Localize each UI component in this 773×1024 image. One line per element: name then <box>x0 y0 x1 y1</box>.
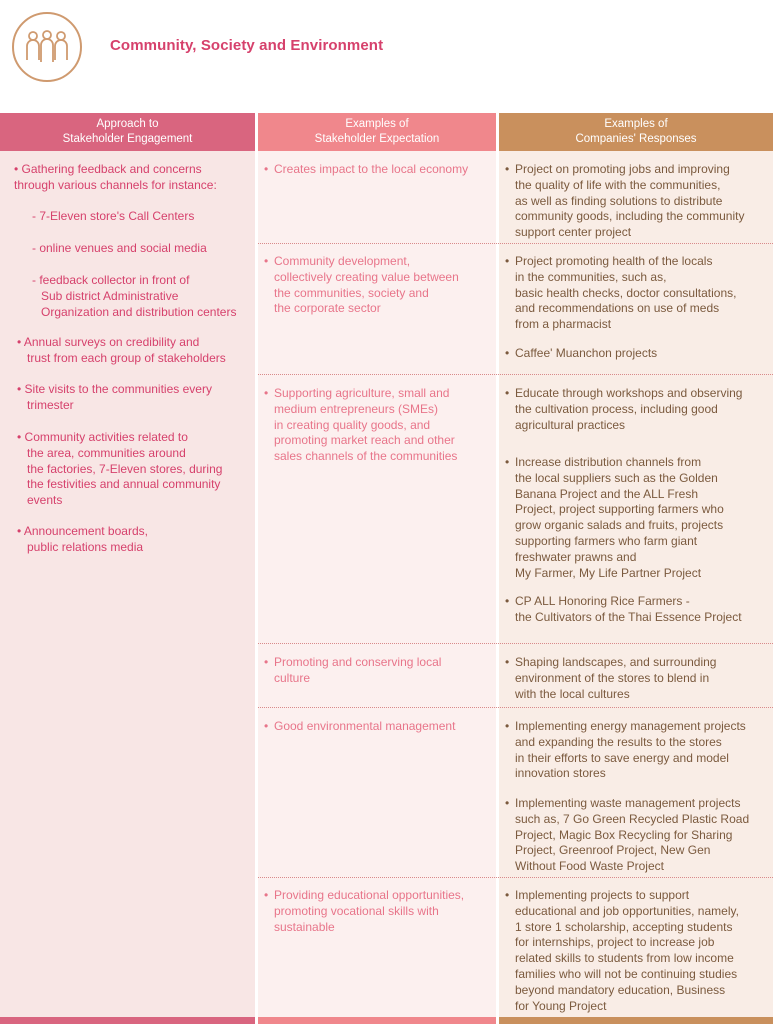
header-responses <box>499 113 773 151</box>
text-line: and expanding the results to the stores <box>515 734 722 749</box>
text-line: grow organic salads and fruits, projects <box>515 518 724 533</box>
response-education-projects <box>499 888 773 1014</box>
text-line: promoting market reach and other <box>274 433 455 448</box>
bullet: • <box>505 796 510 810</box>
bullet: • <box>505 455 510 469</box>
page-title: Community, Society and Environment <box>110 37 384 54</box>
bullet: • <box>505 888 510 902</box>
bullet: • <box>17 430 25 444</box>
text-line: the local suppliers such as the Golden <box>515 470 718 485</box>
approach-visits <box>17 382 212 414</box>
bullet: • <box>264 719 269 733</box>
text-line: such as, 7 Go Green Recycled Plastic Road <box>515 811 750 826</box>
header-line: Examples of <box>345 118 409 130</box>
text-line: Implementing projects to support <box>515 888 690 902</box>
text-line: CP ALL Honoring Rice Farmers - <box>515 594 690 608</box>
text-line: Promoting and conserving local <box>274 655 442 669</box>
text-line: Community development, <box>274 254 411 268</box>
text-line: the area, communities around <box>27 445 186 460</box>
row-divider <box>258 243 773 244</box>
text-line: families who will not be continuing studies <box>515 966 738 981</box>
response-rice-farmers <box>499 594 773 626</box>
text-line: related skills to students from low income <box>515 951 734 966</box>
response-landscapes <box>499 655 773 702</box>
bullet: • <box>505 594 510 608</box>
text-line: public relations media <box>27 539 144 554</box>
bullet: • <box>14 162 22 176</box>
row-divider <box>258 643 773 644</box>
text-line: community goods, including the community <box>515 209 745 224</box>
text-line <box>14 162 217 178</box>
text-line: support center project <box>515 225 632 240</box>
text-line: Without Food Waste Project <box>515 859 664 874</box>
text-line: events <box>27 493 63 508</box>
approach-surveys <box>17 335 226 367</box>
expectation-education <box>258 888 496 935</box>
logo-circle <box>12 12 82 82</box>
expectation-agriculture-smes <box>258 386 496 465</box>
bullet: • <box>505 386 510 400</box>
text-line: Implementing energy management projects <box>515 719 746 733</box>
text-line: from a pharmacist <box>515 317 612 332</box>
approach-sub-feedback-collector <box>32 273 236 320</box>
bullet: • <box>17 524 24 538</box>
text-line: and recommendations on use of meds <box>515 301 720 316</box>
response-health-project <box>499 254 773 333</box>
text-line: in the communities, such as, <box>515 269 667 284</box>
text-line: Site visits to the communities every <box>24 382 212 396</box>
text-line: My Farmer, My Life Partner Project <box>515 565 702 580</box>
bullet: • <box>264 655 269 669</box>
row-divider <box>258 707 773 708</box>
text-line: Increase distribution channels from <box>515 455 702 469</box>
text-line: with the local cultures <box>515 686 630 701</box>
text-line: supporting farmers who farm giant <box>515 533 698 548</box>
header-line: Stakeholder Expectation <box>314 133 440 145</box>
approach-boards <box>17 524 148 556</box>
text-line: the cultivation process, including good <box>515 401 718 416</box>
bullet: • <box>264 888 269 902</box>
text-line: Shaping landscapes, and surrounding <box>515 655 717 669</box>
text-line: educational and job opportunities, namely, <box>515 903 739 918</box>
text-line: promoting vocational skills with <box>274 903 439 918</box>
header-line: Stakeholder Engagement <box>62 133 193 145</box>
expectation-environmental <box>258 719 496 735</box>
text-line: as well as finding solutions to distribute <box>515 193 723 208</box>
text-line: Project, Greenroof Project, New Gen <box>515 843 711 858</box>
text-line: the corporate sector <box>274 301 381 316</box>
expectation-local-culture <box>258 655 496 687</box>
text-line: Implementing waste management projects <box>515 796 741 810</box>
text-line: medium entrepreneurs (SMEs) <box>274 401 439 416</box>
text-line: beyond mandatory education, Business <box>515 982 726 997</box>
text-line: trust from each group of stakeholders <box>27 350 226 365</box>
text-line: the Cultivators of the Thai Essence Project <box>515 609 742 624</box>
text-line: innovation stores <box>515 766 606 781</box>
bullet: • <box>264 386 269 400</box>
row-divider <box>258 374 773 375</box>
response-caffee-project <box>499 346 773 362</box>
text-line: Announcement boards, <box>23 524 148 538</box>
text-line: the communities, society and <box>274 285 429 300</box>
bullet: • <box>17 335 24 349</box>
text-line: the festivities and annual community <box>27 477 221 492</box>
expectation-community-development <box>258 254 496 317</box>
header-approach <box>0 113 255 151</box>
text-line: in their efforts to save energy and model <box>515 750 729 765</box>
bullet: • <box>17 382 25 396</box>
text-line: basic health checks, doctor consultations, <box>515 285 737 300</box>
footer-bar <box>499 1017 773 1024</box>
text-line: through various channels for instance: <box>14 177 217 192</box>
text-line: Annual surveys on credibility and <box>23 335 200 349</box>
text-line: agricultural practices <box>515 417 626 432</box>
header-line: Companies' Responses <box>575 133 697 145</box>
people-group-icon <box>24 30 70 64</box>
response-workshops <box>499 386 773 433</box>
text-line: Project, project supporting farmers who <box>515 502 724 517</box>
text-line: for Young Project <box>515 998 607 1013</box>
text-line: 1 store 1 scholarship, accepting students <box>515 919 733 934</box>
text-line: Organization and distribution centers <box>41 304 237 319</box>
text-line: Supporting agriculture, small and <box>274 386 450 400</box>
bullet: • <box>264 162 269 176</box>
text-line: sales channels of the communities <box>274 449 458 464</box>
text-line: Community activities related to <box>24 430 188 444</box>
text-line: freshwater prawns and <box>515 549 637 564</box>
text-line: Good environmental management <box>274 719 456 733</box>
text-line: collectively creating value between <box>274 269 459 284</box>
approach-sub-online: - online venues and social media <box>32 241 207 255</box>
response-distribution-channels <box>499 455 773 581</box>
text-line: the factories, 7-Eleven stores, during <box>27 461 223 476</box>
text-line: Educate through workshops and observing <box>515 386 743 400</box>
text-line: Project promoting health of the locals <box>515 254 713 268</box>
header-expectation <box>258 113 496 151</box>
row-divider <box>258 877 773 878</box>
bullet: • <box>505 162 510 176</box>
text-line: Providing educational opportunities, <box>274 888 465 902</box>
bullet: • <box>505 254 510 268</box>
text-line: Gathering feedback and concerns <box>21 162 202 176</box>
approach-sub-call-centers: - 7-Eleven store's Call Centers <box>32 209 195 223</box>
footer-bar <box>0 1017 255 1024</box>
text-line: Sub district Administrative <box>41 288 179 303</box>
text-line: culture <box>274 670 311 685</box>
text-line: Project, Magic Box Recycling for Sharing <box>515 827 733 842</box>
text-line: trimester <box>27 397 74 412</box>
bullet: • <box>505 346 510 360</box>
text-line: Caffee' Muanchon projects <box>515 346 658 360</box>
text-line: for internships, project to increase job <box>515 935 715 950</box>
text-line: Creates impact to the local economy <box>274 162 469 176</box>
bullet: • <box>505 719 510 733</box>
header-line: Examples of <box>604 118 668 130</box>
footer-bar <box>258 1017 496 1024</box>
text-line: - feedback collector in front of <box>32 273 190 287</box>
response-waste-management <box>499 796 773 875</box>
approach-activities <box>17 430 222 509</box>
approach-gathering <box>14 162 217 194</box>
header-line: Approach to <box>96 118 159 130</box>
expectation-local-economy <box>258 162 496 178</box>
response-energy-management <box>499 719 773 782</box>
text-line: Project on promoting jobs and improving <box>515 162 730 176</box>
text-line: in creating quality goods, and <box>274 417 431 432</box>
text-line: sustainable <box>274 919 335 934</box>
text-line: the quality of life with the communities, <box>515 177 721 192</box>
bullet: • <box>505 655 510 669</box>
text-line: Banana Project and the ALL Fresh <box>515 486 699 501</box>
text-line: environment of the stores to blend in <box>515 670 710 685</box>
bullet: • <box>264 254 269 268</box>
response-jobs-project <box>499 162 773 241</box>
